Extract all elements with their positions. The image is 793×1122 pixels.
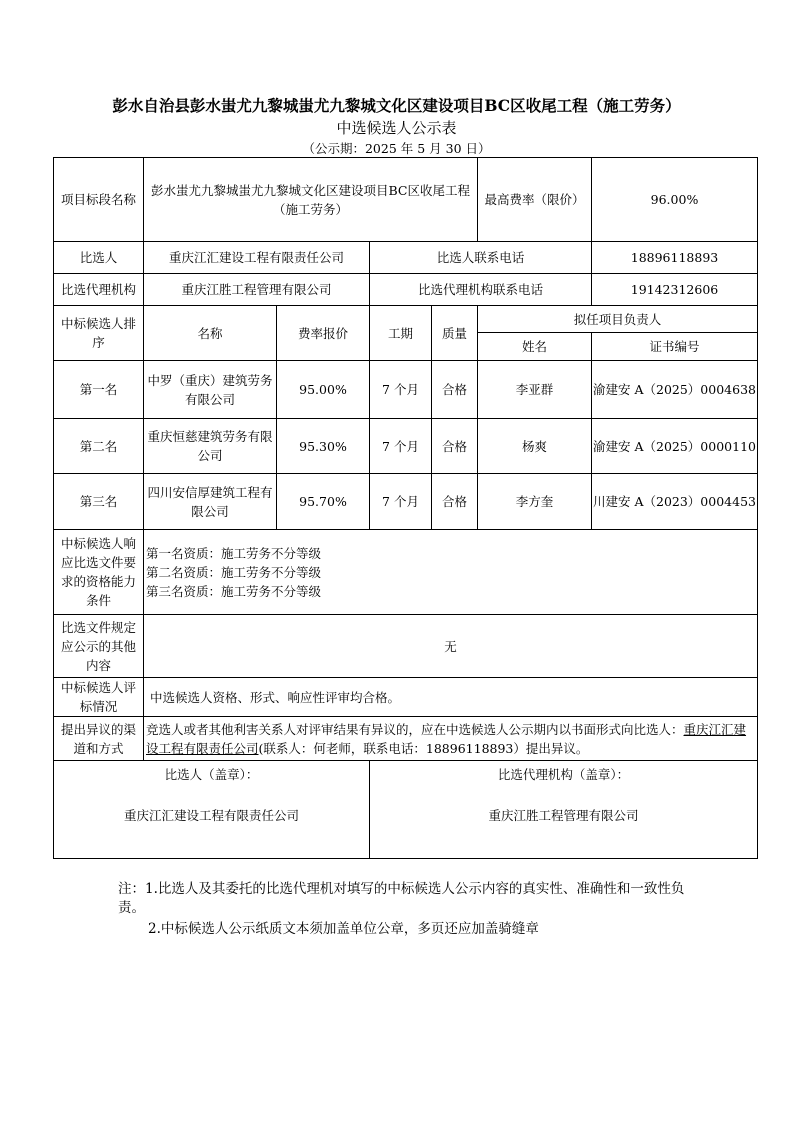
- document-subtitle: 中选候选人公示表: [336, 119, 457, 137]
- qualification-line: 第二名资质：施工劳务不分等级: [146, 564, 322, 580]
- publicity-period: （公示期：2025 年 5 月 30 日）: [302, 141, 491, 156]
- objection-value: [144, 717, 758, 761]
- objection-text-after: (联系人：何老师，联系电话：18896118893）提出异议。: [258, 740, 589, 756]
- candidates-header-row: [54, 306, 758, 333]
- candidate-name: 四川安信厚建筑工程有限公司: [144, 474, 277, 530]
- selector-label: 比选人: [54, 242, 144, 274]
- agency-phone-label: 比选代理机构联系电话: [370, 274, 592, 306]
- selector-seal-name: 重庆江汇建设工程有限责任公司: [123, 808, 299, 823]
- candidate-cert: 渝建安 A（2025）0000110: [592, 419, 758, 474]
- other-label: 比选文件规定应公示的其他内容: [54, 615, 144, 678]
- candidate-manager: 李方奎: [478, 474, 592, 530]
- other-row: [54, 615, 758, 678]
- qualification-line: 第三名资质：施工劳务不分等级: [146, 583, 322, 599]
- period-header: 工期: [370, 306, 432, 361]
- candidate-rank: 第三名: [54, 474, 144, 530]
- candidate-publicity-table: [53, 157, 758, 859]
- project-value: 彭水蚩尤九黎城蚩尤九黎城文化区建设项目BC区收尾工程（施工劳务）: [144, 158, 478, 242]
- candidate-period: 7 个月: [370, 419, 432, 474]
- selector-row: [54, 242, 758, 274]
- evaluation-value: 中选候选人资格、形式、响应性评审均合格。: [144, 678, 758, 717]
- table-row: [54, 419, 758, 474]
- qualification-value: [144, 530, 758, 615]
- agency-signature: [370, 761, 758, 859]
- candidate-name: 中罗（重庆）建筑劳务有限公司: [144, 361, 277, 419]
- candidate-rate: 95.70%: [277, 474, 370, 530]
- candidate-period: 7 个月: [370, 361, 432, 419]
- table-row: [54, 361, 758, 419]
- selector-seal-label: 比选人（盖章）：: [164, 767, 259, 782]
- table-row: [54, 474, 758, 530]
- candidate-manager: 李亚群: [478, 361, 592, 419]
- objection-text-before: 竞选人或者其他利害关系人对评审结果有异议的，应在中选候选人公示期内以书面形式向比选人：: [146, 721, 684, 737]
- other-value: 无: [144, 615, 758, 678]
- candidate-quality: 合格: [432, 361, 478, 419]
- selector-phone-label: 比选人联系电话: [370, 242, 592, 274]
- cert-no-header: 证书编号: [592, 333, 758, 361]
- agency-phone-value: 19142312606: [592, 274, 758, 306]
- manager-name-header: 姓名: [478, 333, 592, 361]
- max-rate-value: 96.00%: [592, 158, 758, 242]
- project-label: 项目标段名称: [54, 158, 144, 242]
- evaluation-row: [54, 678, 758, 717]
- qualification-label: 中标候选人响应比选文件要求的资格能力条件: [54, 530, 144, 615]
- selector-signature: [54, 761, 370, 859]
- objection-row: [54, 717, 758, 761]
- agency-row: [54, 274, 758, 306]
- candidate-manager: 杨爽: [478, 419, 592, 474]
- project-row: [54, 158, 758, 242]
- candidate-rank: 第二名: [54, 419, 144, 474]
- agency-value: 重庆江胜工程管理有限公司: [144, 274, 370, 306]
- candidate-quality: 合格: [432, 419, 478, 474]
- rank-header: 中标候选人排序: [54, 306, 144, 361]
- agency-label: 比选代理机构: [54, 274, 144, 306]
- notes: [118, 880, 698, 939]
- candidate-cert: 渝建安 A（2025）0004638: [592, 361, 758, 419]
- qualification-row: [54, 530, 758, 615]
- selector-phone-value: 18896118893: [592, 242, 758, 274]
- agency-seal-name: 重庆江胜工程管理有限公司: [488, 808, 639, 823]
- quality-header: 质量: [432, 306, 478, 361]
- candidate-cert: 川建安 A（2023）0004453: [592, 474, 758, 530]
- document-title: 彭水自治县彭水蚩尤九黎城蚩尤九黎城文化区建设项目BC区收尾工程（施工劳务）: [112, 96, 681, 115]
- rate-header: 费率报价: [277, 306, 370, 361]
- manager-header: 拟任项目负责人: [478, 306, 758, 333]
- note-1: 注：1.比选人及其委托的比选代理机对填写的中标候选人公示内容的真实性、准确性和一致性负责。: [118, 881, 685, 916]
- max-rate-label: 最高费率（限价）: [478, 158, 592, 242]
- candidate-rate: 95.30%: [277, 419, 370, 474]
- candidate-period: 7 个月: [370, 474, 432, 530]
- objection-label: 提出异议的渠道和方式: [54, 717, 144, 761]
- candidate-rate: 95.00%: [277, 361, 370, 419]
- signature-row: [54, 761, 758, 859]
- candidate-quality: 合格: [432, 474, 478, 530]
- name-header: 名称: [144, 306, 277, 361]
- selector-value: 重庆江汇建设工程有限责任公司: [144, 242, 370, 274]
- evaluation-label: 中标候选人评标情况: [54, 678, 144, 717]
- agency-seal-label: 比选代理机构（盖章）：: [497, 767, 630, 782]
- note-2: 2.中标候选人公示纸质文本须加盖单位公章，多页还应加盖骑缝章: [148, 921, 539, 937]
- qualification-line: 第一名资质：施工劳务不分等级: [146, 545, 322, 561]
- candidate-name: 重庆恒慈建筑劳务有限公司: [144, 419, 277, 474]
- selector-link[interactable]: 重庆江汇建设工程有限责任公司: [146, 721, 747, 756]
- candidate-rank: 第一名: [54, 361, 144, 419]
